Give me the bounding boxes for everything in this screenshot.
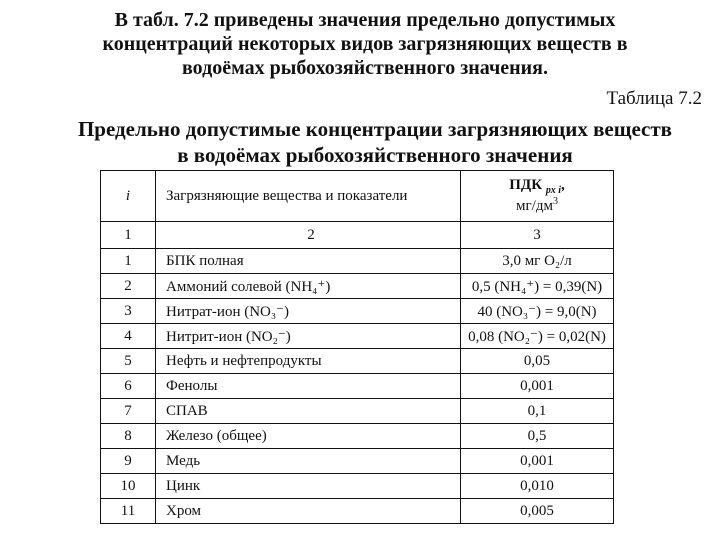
- row-value: 0,010: [461, 474, 614, 499]
- intro-line-1: В табл. 7.2 приведены значения предельно допустимых: [114, 9, 616, 31]
- row-value: 0,001: [461, 449, 614, 474]
- table-row: [101, 449, 614, 474]
- column-number-row: [101, 222, 614, 249]
- row-substance: Железо (общее): [156, 424, 461, 449]
- row-substance: Нефть и нефтепродукты: [156, 349, 461, 374]
- row-value: 40 (NO₃⁻) = 9,0(N): [461, 299, 614, 324]
- intro-line-2: концентраций некоторых видов загрязняющих веществ в: [102, 33, 628, 55]
- row-index: 1: [101, 249, 156, 274]
- row-value: 0,001: [461, 374, 614, 399]
- column-number: 1: [101, 222, 156, 249]
- row-index: 9: [101, 449, 156, 474]
- table-row: [101, 374, 614, 399]
- table-row: [101, 349, 614, 374]
- row-substance: Фенолы: [156, 374, 461, 399]
- row-substance: Аммоний солевой (NH₄⁺): [156, 274, 461, 299]
- row-index: 10: [101, 474, 156, 499]
- header-mac-unit-power: 3: [552, 196, 558, 207]
- header-mac-subscript: рх i: [545, 185, 561, 196]
- row-index: 4: [101, 324, 156, 349]
- row-substance: СПАВ: [156, 399, 461, 424]
- row-index: 11: [101, 499, 156, 524]
- intro-line-3: водоёмах рыбохозяйственного значения.: [182, 57, 548, 79]
- row-value: 0,005: [461, 499, 614, 524]
- table-row: [101, 299, 614, 324]
- column-number: 3: [461, 222, 614, 249]
- header-mac: ПДК $_{рх i}$, $мг/дм^3$: [461, 171, 614, 222]
- row-value: 0,08 (NO₂⁻) = 0,02(N): [461, 324, 614, 349]
- row-substance: Хром: [156, 499, 461, 524]
- table-header-row: [101, 171, 614, 222]
- table-title-line-1: Предельно допустимые концентрации загрязняющих веществ: [77, 117, 673, 141]
- pollutants-table: [100, 170, 614, 524]
- table-number: Таблица 7.2: [606, 88, 702, 109]
- header-index: i: [101, 171, 156, 222]
- row-index: 6: [101, 374, 156, 399]
- row-value: 0,1: [461, 399, 614, 424]
- row-substance: Медь: [156, 449, 461, 474]
- header-substance: Загрязняющие вещества и показатели: [156, 171, 461, 222]
- table-row: [101, 499, 614, 524]
- header-mac-label: ПДК: [509, 177, 543, 193]
- header-mac-unit: мг/дм: [516, 198, 553, 214]
- table-row: [101, 474, 614, 499]
- row-substance: Нитрит-ион (NO₂⁻): [156, 324, 461, 349]
- table-row: [101, 399, 614, 424]
- row-index: 2: [101, 274, 156, 299]
- row-value: 0,5 (NH₄⁺) = 0,39(N): [461, 274, 614, 299]
- row-index: 8: [101, 424, 156, 449]
- table-title: [30, 116, 720, 168]
- table-row: [101, 324, 614, 349]
- row-substance: БПК полная: [156, 249, 461, 274]
- row-index: 3: [101, 299, 156, 324]
- row-index: 5: [101, 349, 156, 374]
- row-substance: Нитрат-ион (NO₃⁻): [156, 299, 461, 324]
- row-substance: Цинк: [156, 474, 461, 499]
- row-value: 3,0 мг О₂/л: [461, 249, 614, 274]
- row-value: 0,5: [461, 424, 614, 449]
- row-index: 7: [101, 399, 156, 424]
- table-row: [101, 274, 614, 299]
- table-row: [101, 249, 614, 274]
- intro-paragraph: [60, 8, 670, 80]
- table-title-line-2: в водоёмах рыбохозяйственного значения: [177, 143, 573, 167]
- row-value: 0,05: [461, 349, 614, 374]
- table-row: [101, 424, 614, 449]
- column-number: 2: [156, 222, 461, 249]
